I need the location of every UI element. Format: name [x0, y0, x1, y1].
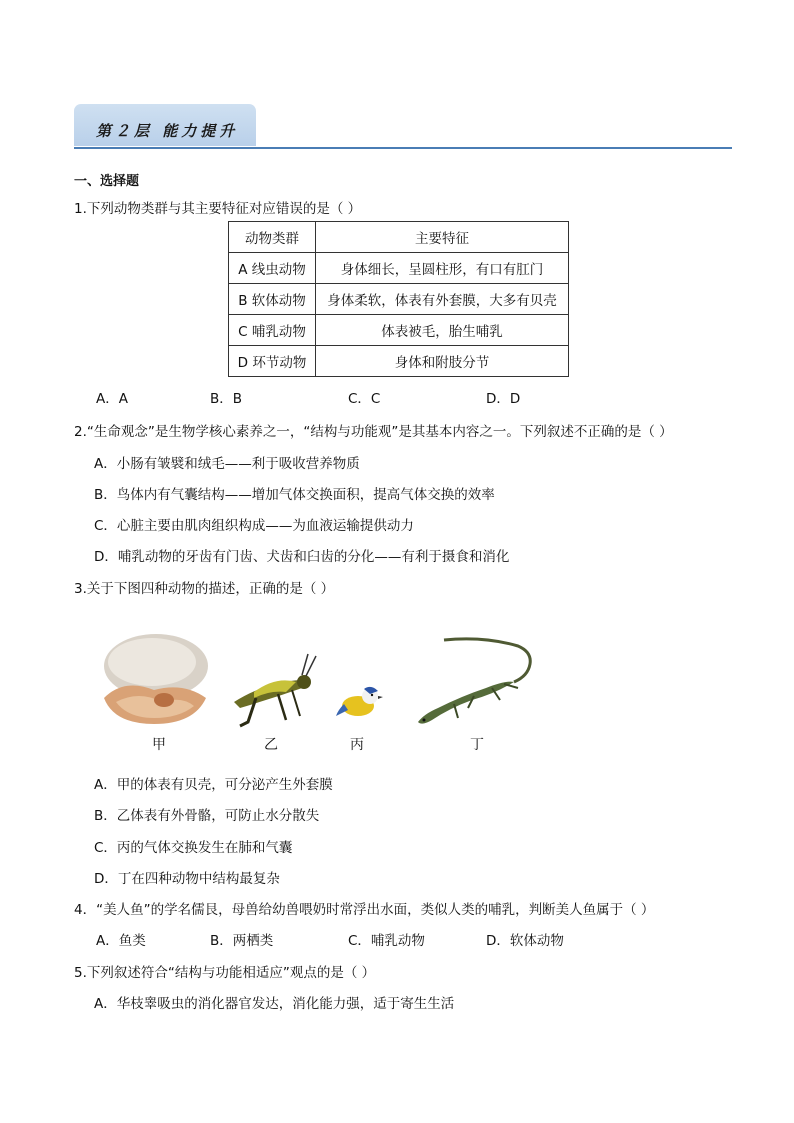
q3-option-c: C．丙的气体交换发生在肺和气囊: [94, 840, 293, 856]
q2-option-d: D．哺乳动物的牙齿有门齿、犬齿和臼齿的分化——有利于摄食和消化: [94, 549, 510, 565]
q4-option-c: C．哺乳动物: [348, 933, 425, 949]
table-row: [229, 222, 569, 253]
q1-stem: 1.下列动物类群与其主要特征对应错误的是（ ）: [74, 201, 362, 217]
table-cell: B 软体动物: [229, 284, 316, 315]
q1-option-c: C．C: [348, 391, 381, 407]
bird-image: [334, 682, 384, 722]
q2-option-a: A．小肠有皱襞和绒毛——利于吸收营养物质: [94, 456, 360, 472]
header-title: 第２层 能力提升: [96, 122, 239, 140]
table-row: [229, 253, 569, 284]
q4-option-d: D．软体动物: [486, 933, 564, 949]
q1-option-a: A．A: [96, 391, 128, 407]
caption-ding: 丁: [470, 737, 484, 753]
q4-option-b: B．两栖类: [210, 933, 274, 949]
table-cell: D 环节动物: [229, 346, 316, 377]
grasshopper-image: [226, 650, 318, 730]
table-cell: 身体细长，呈圆柱形，有口有肛门: [316, 253, 569, 284]
caption-yi: 乙: [264, 737, 278, 753]
q2-option-c: C．心脏主要由肌肉组织构成——为血液运输提供动力: [94, 518, 414, 534]
table-cell: 身体柔软，体表有外套膜，大多有贝壳: [316, 284, 569, 315]
lizard-image: [414, 636, 536, 732]
q3-option-d: D．丁在四种动物中结构最复杂: [94, 871, 280, 887]
table-row: [229, 315, 569, 346]
q1-options: [0, 387, 794, 407]
table-cell: A 线虫动物: [229, 253, 316, 284]
section-title: 一、选择题: [74, 174, 140, 189]
clam-image: [94, 628, 214, 728]
q1-table: [228, 221, 569, 377]
q3-option-b: B．乙体表有外骨骼，可防止水分散失: [94, 808, 320, 824]
q4-options: [0, 929, 794, 949]
table-header: 动物类群: [229, 222, 316, 253]
table-cell: 身体和附肢分节: [316, 346, 569, 377]
table-header: 主要特征: [316, 222, 569, 253]
q5-option-a: A．华枝睾吸虫的消化器官发达，消化能力强，适于寄生生活: [94, 996, 455, 1012]
table-cell: C 哺乳动物: [229, 315, 316, 346]
table-cell: 体表被毛，胎生哺乳: [316, 315, 569, 346]
caption-bing: 丙: [350, 737, 364, 753]
table-row: [229, 284, 569, 315]
caption-jia: 甲: [152, 737, 166, 753]
q3-stem: 3.关于下图四种动物的描述，正确的是（ ）: [74, 581, 335, 597]
table-row: [229, 346, 569, 377]
q2-stem: 2.“生命观念”是生物学核心素养之一，“结构与功能观”是其基本内容之一。下列叙述不正确的是（ ）: [74, 424, 673, 440]
q3-option-a: A．甲的体表有贝壳，可分泌产生外套膜: [94, 777, 333, 793]
header-rule: [74, 147, 732, 149]
q4-option-a: A．鱼类: [96, 933, 146, 949]
q4-stem: 4．“美人鱼”的学名儒艮，母兽给幼兽喂奶时常浮出水面，类似人类的哺乳，判断美人鱼属于（ ）: [74, 902, 655, 918]
q1-option-d: D．D: [486, 391, 521, 407]
q2-option-b: B．鸟体内有气囊结构——增加气体交换面积，提高气体交换的效率: [94, 487, 495, 503]
q1-option-b: B．B: [210, 391, 243, 407]
q5-stem: 5.下列叙述符合“结构与功能相适应”观点的是（ ）: [74, 965, 376, 981]
